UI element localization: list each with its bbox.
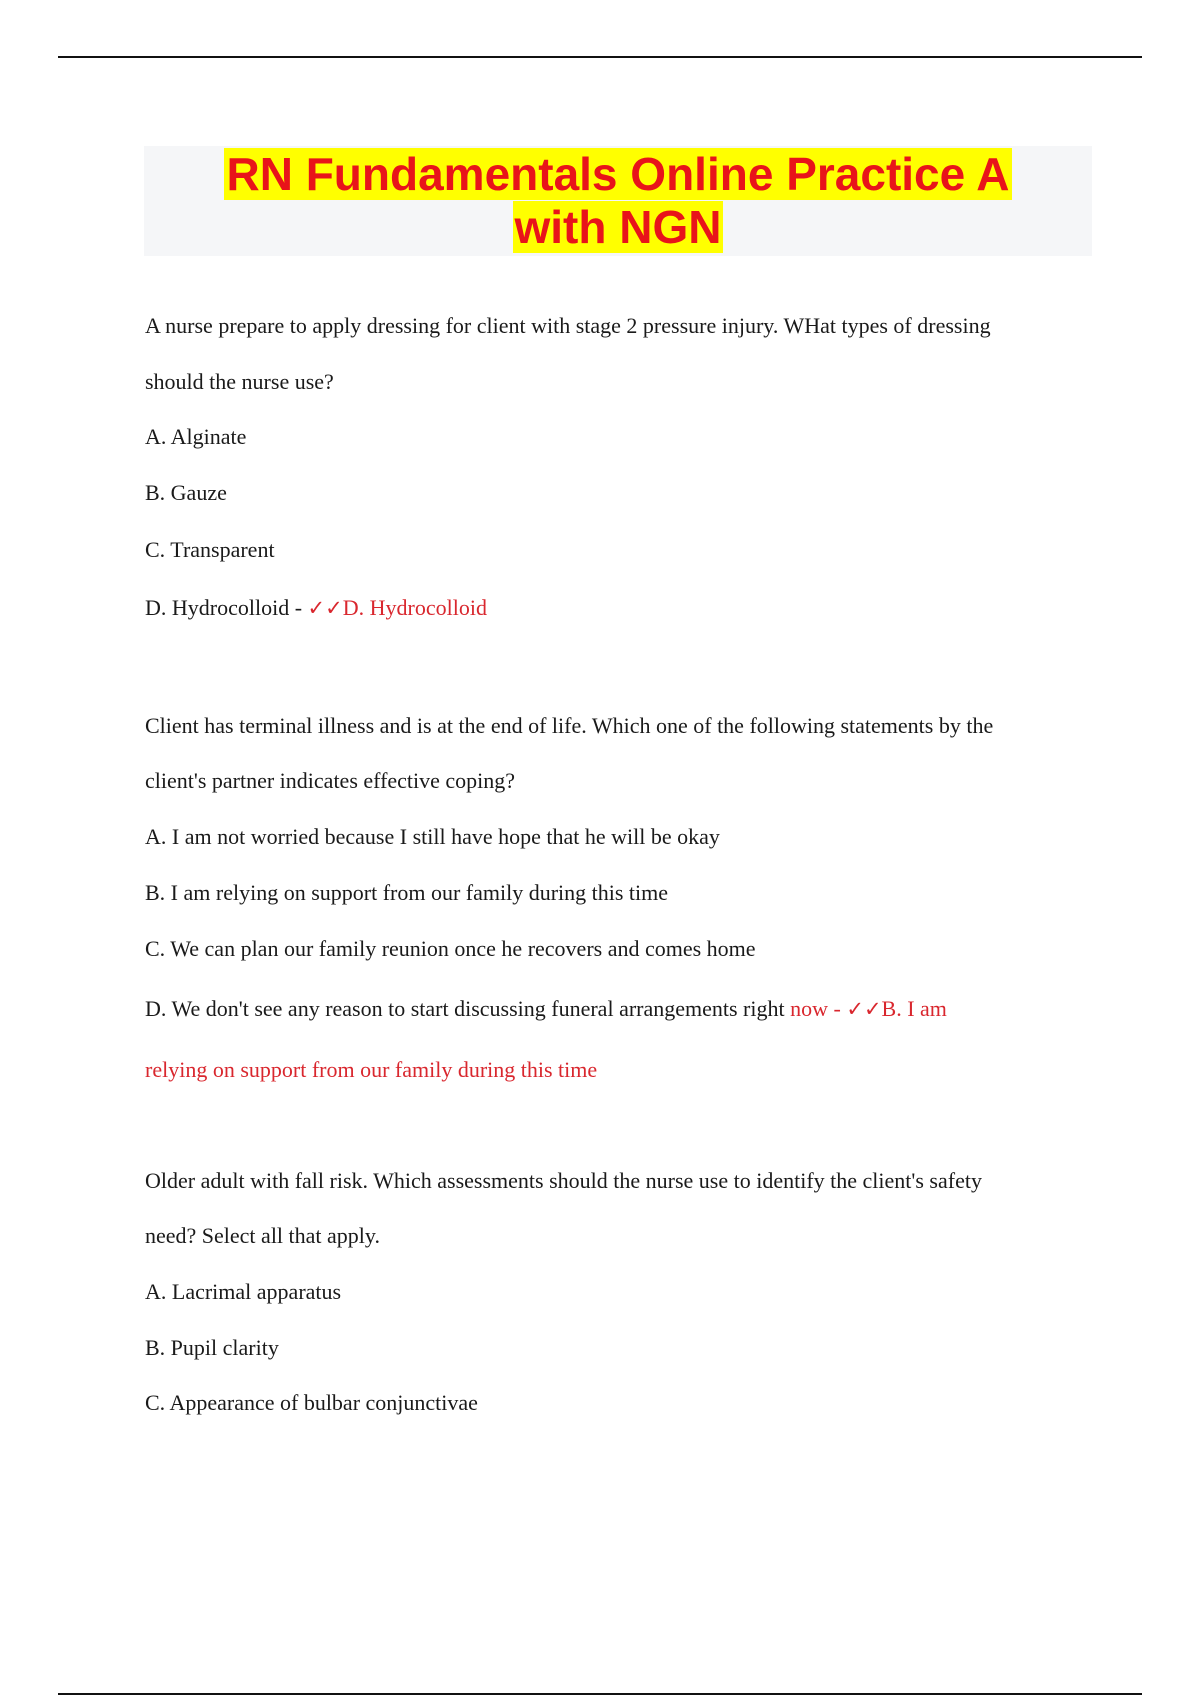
question-3-option-a: A. Lacrimal apparatus (145, 1279, 342, 1304)
question-2-stem-line-1: Client has terminal illness and is at the end of life. Which one of the following statements by the (145, 713, 994, 738)
question-2-answer-part-1: B. I am (881, 996, 947, 1021)
question-2-option-d-row (145, 995, 947, 1023)
page-title-line-2: with NGN (514, 201, 722, 253)
question-1-answer: D. Hydrocolloid (342, 595, 487, 620)
question-1-stem-line-2: should the nurse use? (145, 369, 334, 394)
question-1-option-d-row (145, 594, 487, 622)
question-1-option-c: C. Transparent (145, 537, 275, 562)
question-2-option-b: B. I am relying on support from our family during this time (145, 880, 669, 905)
page-title-line-1: RN Fundamentals Online Practice A (226, 148, 1010, 200)
question-2-stem-line-2: client's partner indicates effective coping? (145, 768, 516, 793)
question-2-answer-part-2: relying on support from our family during this time (145, 1057, 598, 1082)
question-2-option-c: C. We can plan our family reunion once he recovers and comes home (145, 936, 756, 961)
top-rule (58, 56, 1142, 58)
question-3-option-c: C. Appearance of bulbar conjunctivae (145, 1390, 478, 1415)
answer-check-icon: ✓✓ (846, 997, 882, 1021)
question-1-stem-line-1: A nurse prepare to apply dressing for client with stage 2 pressure injury. WHat types of dressing (145, 313, 991, 338)
question-2-option-d-red: now - (790, 996, 847, 1021)
question-1-option-d: D. Hydrocolloid - (145, 595, 308, 620)
question-3-option-b: B. Pupil clarity (145, 1335, 279, 1360)
bottom-rule (58, 1693, 1142, 1695)
question-1-option-a: A. Alginate (145, 424, 247, 449)
question-2-option-d: D. We don't see any reason to start discussing funeral arrangements right (145, 996, 791, 1021)
title-banner (144, 146, 1092, 256)
question-1-option-b: B. Gauze (145, 480, 227, 505)
answer-check-icon: ✓✓ (307, 596, 343, 620)
question-3-stem-line-1: Older adult with fall risk. Which assessments should the nurse use to identify the client's safety (145, 1168, 982, 1193)
question-3-stem-line-2: need? Select all that apply. (145, 1223, 380, 1248)
question-2-option-a: A. I am not worried because I still have hope that he will be okay (145, 824, 720, 849)
